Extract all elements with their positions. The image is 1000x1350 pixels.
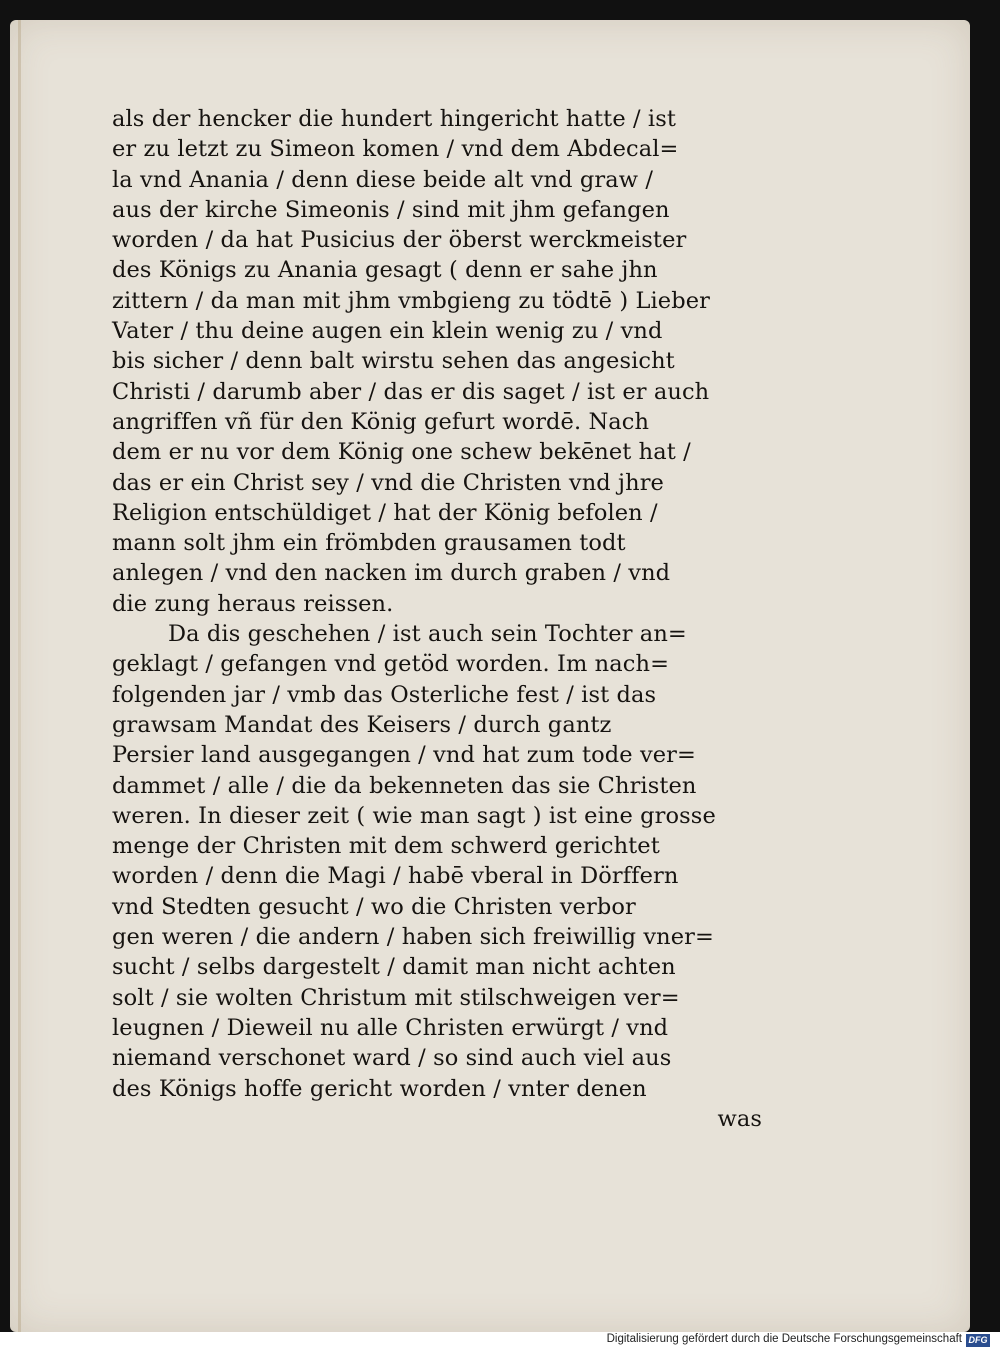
text-line: la vnd Anania / denn diese beide alt vnd graw /: [112, 166, 654, 193]
dfg-logo: DFG: [966, 1334, 990, 1347]
text-line: Christi / darumb aber / das er dis saget / ist er auch: [112, 378, 710, 405]
text-line: grawsam Mandat des Keisers / durch gantz: [112, 711, 612, 738]
text-line: er zu letzt zu Simeon komen / vnd dem Abdecal=: [112, 136, 679, 163]
text-line: angriffen vñ für den König gefurt wordē. Nach: [112, 408, 650, 435]
text-line: aus der kirche Simeonis / sind mit jhm gefangen: [112, 196, 670, 223]
paragraph-first-line: Da dis geschehen / ist auch sein Tochter an=: [168, 621, 687, 648]
catchword: was: [717, 1105, 762, 1132]
text-line: niemand verschonet ward / so sind auch viel aus: [112, 1045, 672, 1072]
text-line: vnd Stedten gesucht / wo die Christen verbor: [112, 893, 636, 920]
text-line: das er ein Christ sey / vnd die Christen vnd jhre: [112, 469, 664, 496]
text-line: des Königs zu Anania gesagt ( denn er sahe jhn: [112, 257, 658, 284]
text-line: leugnen / Dieweil nu alle Christen erwürgt / vnd: [112, 1014, 669, 1041]
text-line: zittern / da man mit jhm vmbgieng zu tödtē ) Lieber: [112, 287, 710, 314]
text-line: des Königs hoffe gericht worden / vnter denen: [112, 1075, 647, 1102]
text-line: worden / da hat Pusicius der öberst werckmeister: [112, 227, 687, 254]
text-line: solt / sie wolten Christum mit stilschweigen ver=: [112, 984, 680, 1011]
text-line: als der hencker die hundert hingericht hatte / ist: [112, 106, 677, 132]
text-line: dem er nu vor dem König one schew bekēnet hat /: [112, 439, 691, 466]
text-line: folgenden jar / vmb das Osterliche fest / ist das: [112, 681, 657, 708]
text-line: Vater / thu deine augen ein klein wenig zu / vnd: [112, 318, 663, 345]
text-line: die zung heraus reissen.: [112, 590, 394, 617]
text-line: gen weren / die andern / haben sich freiwillig vner=: [112, 924, 714, 951]
text-line: anlegen / vnd den nacken im durch graben / vnd: [112, 560, 671, 587]
footer-credit: Digitalisierung gefördert durch die Deutsche Forschungsgemeinschaft: [606, 1333, 962, 1345]
page-text: [112, 104, 762, 1134]
text-line: bis sicher / denn balt wirstu sehen das angesicht: [112, 348, 675, 375]
page-gutter-edge: [18, 20, 21, 1332]
text-line: weren. In dieser zeit ( wie man sagt ) ist eine grosse: [112, 802, 716, 829]
text-line: mann solt jhm ein frömbden grausamen todt: [112, 530, 626, 557]
text-line: worden / denn die Magi / habē vberal in Dörffern: [112, 863, 679, 890]
text-line: Persier land ausgegangen / vnd hat zum tode ver=: [112, 742, 696, 769]
text-line: sucht / selbs dargestelt / damit man nicht achten: [112, 954, 676, 981]
text-line: dammet / alle / die da bekenneten das sie Christen: [112, 772, 697, 799]
text-line: Religion entschüldiget / hat der König befolen /: [112, 499, 658, 526]
text-line: geklagt / gefangen vnd getöd worden. Im nach=: [112, 651, 670, 678]
text-line: menge der Christen mit dem schwerd gerichtet: [112, 833, 660, 860]
